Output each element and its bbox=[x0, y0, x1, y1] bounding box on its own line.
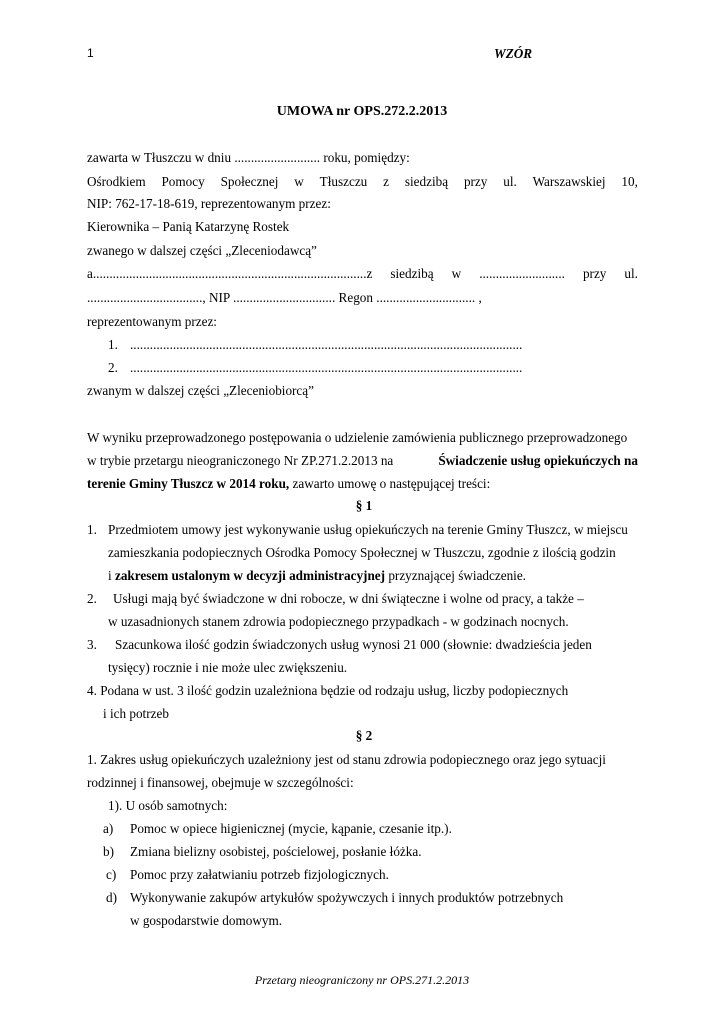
s2-item-a-label: a) bbox=[103, 821, 114, 836]
s2-item-c-text: Pomoc przy załatwianiu potrzeb fizjologicznych. bbox=[130, 867, 389, 882]
s2-item-c-label: c) bbox=[106, 867, 117, 882]
s2-item-a-text: Pomoc w opiece higienicznej (mycie, kąpanie, czesanie itp.). bbox=[130, 821, 452, 836]
s1-p1-line-3: i zakresem ustalonym w decyzji administracyjnej przyznającej świadczenie. bbox=[108, 568, 526, 583]
s1-p3-line-2: tysięcy) rocznie i nie może ulec zwiększeniu. bbox=[108, 660, 348, 675]
page-number: 1 bbox=[87, 46, 94, 60]
s1-p1-line-2: zamieszkania podopiecznych Ośrodka Pomocy Społecznej w Tłuszczu, zgodnie z ilością godzin bbox=[108, 545, 616, 560]
s2-item-d-continuation: w gospodarstwie domowym. bbox=[130, 913, 283, 928]
template-label: WZÓR bbox=[494, 46, 533, 61]
result-line-2: w trybie przetargu nieograniczonego Nr ZP.271.2.2013 na Świadczenie usług opiekuńczych na bbox=[87, 453, 638, 468]
s2-item-d-label: d) bbox=[106, 890, 117, 905]
intro-line-1: zawarta w Tłuszczu w dniu .......................... roku, pomiędzy: bbox=[87, 150, 410, 165]
s1-p2-number: 2. bbox=[87, 591, 97, 606]
intro-line-6: a...................................................................................z siedzibą w .......................... przy ul. bbox=[87, 266, 638, 281]
intro-line-2: Ośrodkiem Pomocy Społecznej w Tłuszczu z siedzibą przy ul. Warszawskiej 10, bbox=[87, 174, 638, 189]
s2-item-b-text: Zmiana bielizny osobistej, pościelowej, posłanie łóżka. bbox=[130, 844, 422, 859]
s2-p1-line-2: rodzinnej i finansowej, obejmuje w szczególności: bbox=[87, 775, 354, 790]
result-line-3: terenie Gminy Tłuszcz w 2014 roku, zawarto umowę o następującej treści: bbox=[87, 476, 491, 491]
representative-2-line: ....................................................................................................................... bbox=[130, 360, 523, 375]
result-line-1: W wyniku przeprowadzonego postępowania o udzielenie zamówienia publicznego przeprowadzonego bbox=[87, 430, 628, 445]
contract-title: UMOWA nr OPS.272.2.2013 bbox=[276, 104, 448, 119]
s2-subheading-single-persons: 1). U osób samotnych: bbox=[108, 798, 228, 813]
representative-1-line: ....................................................................................................................... bbox=[130, 337, 523, 352]
s1-p2-line-2: w uzasadnionych stanem zdrowia podopiecznego przypadkach - w godzinach nocnych. bbox=[108, 614, 569, 629]
s1-p4-line-2: i ich potrzeb bbox=[103, 706, 169, 721]
s1-p2-line-1: Usługi mają być świadczone w dni robocze, w dni świąteczne i wolne od pracy, a także – bbox=[113, 591, 584, 606]
representative-2-number: 2. bbox=[108, 360, 118, 375]
section-2-heading: § 2 bbox=[355, 728, 373, 743]
intro-line-5: zwanego w dalszej części „Zleceniodawcą” bbox=[87, 243, 317, 258]
s1-p1-number: 1. bbox=[87, 522, 97, 537]
s1-p4-line-1: 4. Podana w ust. 3 ilość godzin uzależniona będzie od rodzaju usług, liczby podopiecznych bbox=[87, 683, 569, 698]
s2-p1-line-1: 1. Zakres usług opiekuńczych uzależniony jest od stanu zdrowia podopiecznego oraz jego sytuacji bbox=[87, 752, 606, 767]
representative-1-number: 1. bbox=[108, 337, 118, 352]
intro-line-3: NIP: 762-17-18-619, reprezentowanym przez: bbox=[87, 196, 331, 211]
s2-item-b-label: b) bbox=[103, 844, 114, 859]
intro-line-7: ..................................., NIP ............................... Regon .............................. , bbox=[87, 290, 482, 305]
s1-p1-line-1: Przedmiotem umowy jest wykonywanie usług opiekuńczych na terenie Gminy Tłuszcz, w miejscu bbox=[108, 522, 628, 537]
section-1-heading: § 1 bbox=[355, 498, 373, 513]
intro-line-4: Kierownika – Panią Katarzynę Rostek bbox=[87, 219, 290, 234]
intro-line-9: zwanym w dalszej części „Zleceniobiorcą” bbox=[87, 383, 314, 398]
s1-p3-number: 3. bbox=[87, 637, 97, 652]
intro-line-8: reprezentowanym przez: bbox=[87, 314, 217, 329]
page-footer: Przetarg nieograniczony nr OPS.271.2.2013 bbox=[254, 973, 470, 987]
s2-item-d-text: Wykonywanie zakupów artykułów spożywczych i innych produktów potrzebnych bbox=[130, 890, 564, 905]
s1-p3-line-1: Szacunkowa ilość godzin świadczonych usług wynosi 21 000 (słownie: dwadzieścia jeden bbox=[115, 637, 592, 652]
